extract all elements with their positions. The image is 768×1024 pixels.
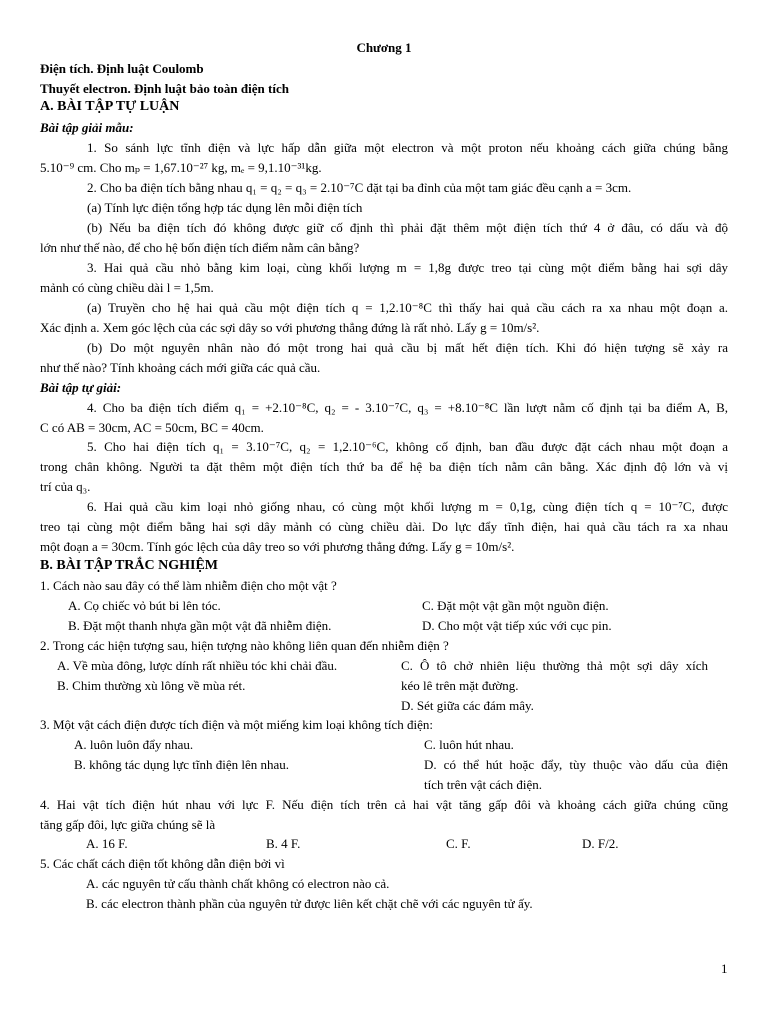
question-1-option-c: C. Đặt một vật gần một nguồn điện.: [422, 598, 609, 613]
exercise-4-line-2: C có AB = 30cm, AC = 50cm, BC = 40cm.: [40, 420, 264, 435]
question-5-option-b: B. các electron thành phần của nguyên tử được liên kết chặt chẽ với các nguyên tử ấy.: [86, 896, 533, 911]
question-2-text: 2. Trong các hiện tượng sau, hiện tượng nào không liên quan đến nhiễm điện ?: [40, 638, 449, 653]
question-3-option-d-line-1: D. có thể hút hoặc đẩy, tùy thuộc vào dấu của điện: [424, 757, 728, 772]
question-4-option-c: C. F.: [446, 836, 471, 851]
exercise-5-line-1: 5. Cho hai điện tích q₁ = 3.10⁻⁷C, q₂ = 1,2.10⁻⁶C, không cố định, ban đầu được đặt cách nhau một đoạn a: [87, 439, 728, 454]
question-2-option-b: B. Chim thường xù lông về mùa rét.: [57, 678, 246, 693]
chapter-title: Chương 1: [356, 40, 412, 55]
section-b-title: B. BÀI TẬP TRẮC NGHIỆM: [40, 558, 219, 573]
heading-coulomb: Điện tích. Định luật Coulomb: [40, 61, 204, 76]
exercise-4-line-1: 4. Cho ba điện tích điểm q₁ = +2.10⁻⁸C, q₂ = - 3.10⁻⁷C, q₃ = +8.10⁻⁸C lần lượt nằm cố định tại ba điểm A, B,: [87, 400, 728, 415]
exercise-2-text: 2. Cho ba điện tích bằng nhau q₁ = q₂ = q₃ = 2.10⁻⁷C đặt tại ba đỉnh của một tam giác đều cạnh a = 3cm.: [87, 180, 632, 195]
exercise-3b-line-1: (b) Do một nguyên nhân nào đó một trong hai quả cầu bị mất hết điện tích. Khi đó hiện tượng sẽ xảy ra: [87, 340, 728, 355]
exercise-3b-line-2: như thế nào? Tính khoảng cách mới giữa các quả cầu.: [40, 360, 321, 375]
exercise-2b-line-2: lớn như thế nào, để cho hệ bốn điện tích điểm nằm cân bằng?: [40, 240, 360, 255]
question-1-option-b: B. Đặt một thanh nhựa gần một vật đã nhiễm điện.: [68, 618, 332, 633]
solved-exercises-label: Bài tập giải mẫu:: [40, 120, 134, 135]
question-1-option-a: A. Cọ chiếc vỏ bút bi lên tóc.: [68, 598, 221, 613]
exercise-5-line-2: trong chân không. Người ta đặt thêm một điện tích thứ ba để hệ ba điện tích nằm cân bằng. Xác định độ lớn và vị: [40, 459, 728, 474]
exercise-3-line-1: 3. Hai quả cầu nhỏ bằng kim loại, cùng khối lượng m = 1,8g được treo tại cùng một điểm bằng hai sợi dây: [87, 260, 728, 275]
question-4-option-b: B. 4 F.: [266, 836, 301, 851]
exercise-2a-text: (a) Tính lực điện tổng hợp tác dụng lên mỗi điện tích: [87, 200, 363, 215]
question-4-line-1: 4. Hai vật tích điện hút nhau với lực F. Nếu điện tích trên cả hai vật tăng gấp đôi và khoảng cách giữa chúng cũng: [40, 797, 728, 812]
exercise-1-line-1: 1. So sánh lực tĩnh điện và lực hấp dẫn giữa một electron và một proton nếu khoảng cách giữa chúng bằng: [87, 140, 728, 155]
question-4-line-2: tăng gấp đôi, lực giữa chúng sẽ là: [40, 817, 216, 832]
question-5-text: 5. Các chất cách điện tốt không dẫn điện bởi vì: [40, 856, 285, 871]
exercise-6-line-3: một đoạn a = 30cm. Tính góc lệch của dây treo so với phương thẳng đứng. Lấy g = 10m/s².: [40, 539, 515, 554]
question-2-option-c-line-2: kéo lê trên mặt đường.: [401, 678, 519, 693]
question-5-option-a: A. các nguyên tử cấu thành chất không có electron nào cả.: [86, 876, 390, 891]
exercise-1-line-2: 5.10⁻⁹ cm. Cho mₚ = 1,67.10⁻²⁷ kg, mₑ = 9,1.10⁻³¹kg.: [40, 160, 322, 175]
self-exercises-label: Bài tập tự giải:: [40, 380, 122, 395]
question-3-option-c: C. luôn hút nhau.: [424, 737, 514, 752]
exercise-6-line-1: 6. Hai quả cầu kim loại nhỏ giống nhau, có cùng một khối lượng m = 0,1g, cùng điện tích q = 10⁻⁷C, được: [87, 499, 728, 514]
question-1-option-d: D. Cho một vật tiếp xúc với cục pin.: [422, 618, 612, 633]
question-4-option-a: A. 16 F.: [86, 836, 128, 851]
exercise-2b-line-1: (b) Nếu ba điện tích đó không được giữ cố định thì phải đặt thêm một điện tích thứ 4 ở đâu, có dấu và độ: [87, 220, 728, 235]
heading-electron-theory: Thuyết electron. Định luật bảo toàn điện tích: [40, 81, 289, 96]
section-a-title: A. BÀI TẬP TỰ LUẬN: [40, 99, 180, 114]
question-3-option-a: A. luôn luôn đẩy nhau.: [74, 737, 194, 752]
page-number: 1: [721, 961, 728, 976]
question-2-option-a: A. Về mùa đông, lược dính rất nhiều tóc khi chải đầu.: [57, 658, 338, 673]
question-3-option-b: B. không tác dụng lực tĩnh điện lên nhau.: [74, 757, 290, 772]
exercise-3a-line-2: Xác định a. Xem góc lệch của các sợi dây so với phương thẳng đứng là rất nhỏ. Lấy g = 10m/s².: [40, 320, 540, 335]
question-2-option-c-line-1: C. Ô tô chở nhiên liệu thường thả một sợi dây xích: [401, 658, 708, 673]
question-3-text: 3. Một vật cách điện được tích điện và một miếng kim loại không tích điện:: [40, 717, 434, 732]
exercise-6-line-2: treo tại cùng một điểm bằng hai sợi dây mảnh có cùng chiều dài. Do lực đẩy tĩnh điện, hai quả cầu tách ra xa nhau: [40, 519, 728, 534]
question-4-option-d: D. F/2.: [582, 836, 619, 851]
question-2-option-d: D. Sét giữa các đám mây.: [401, 698, 534, 713]
question-3-option-d-line-2: tích trên vật cách điện.: [424, 777, 543, 792]
exercise-5-line-3: trí của q₃.: [40, 479, 91, 494]
question-1-text: 1. Cách nào sau đây có thể làm nhiễm điện cho một vật ?: [40, 578, 337, 593]
exercise-3a-line-1: (a) Truyền cho hệ hai quả cầu một điện tích q = 1,2.10⁻⁸C thì thấy hai quả cầu cách ra xa nhau một đoạn a.: [87, 300, 728, 315]
exercise-3-line-2: mảnh có cùng chiều dài l = 1,5m.: [40, 280, 214, 295]
